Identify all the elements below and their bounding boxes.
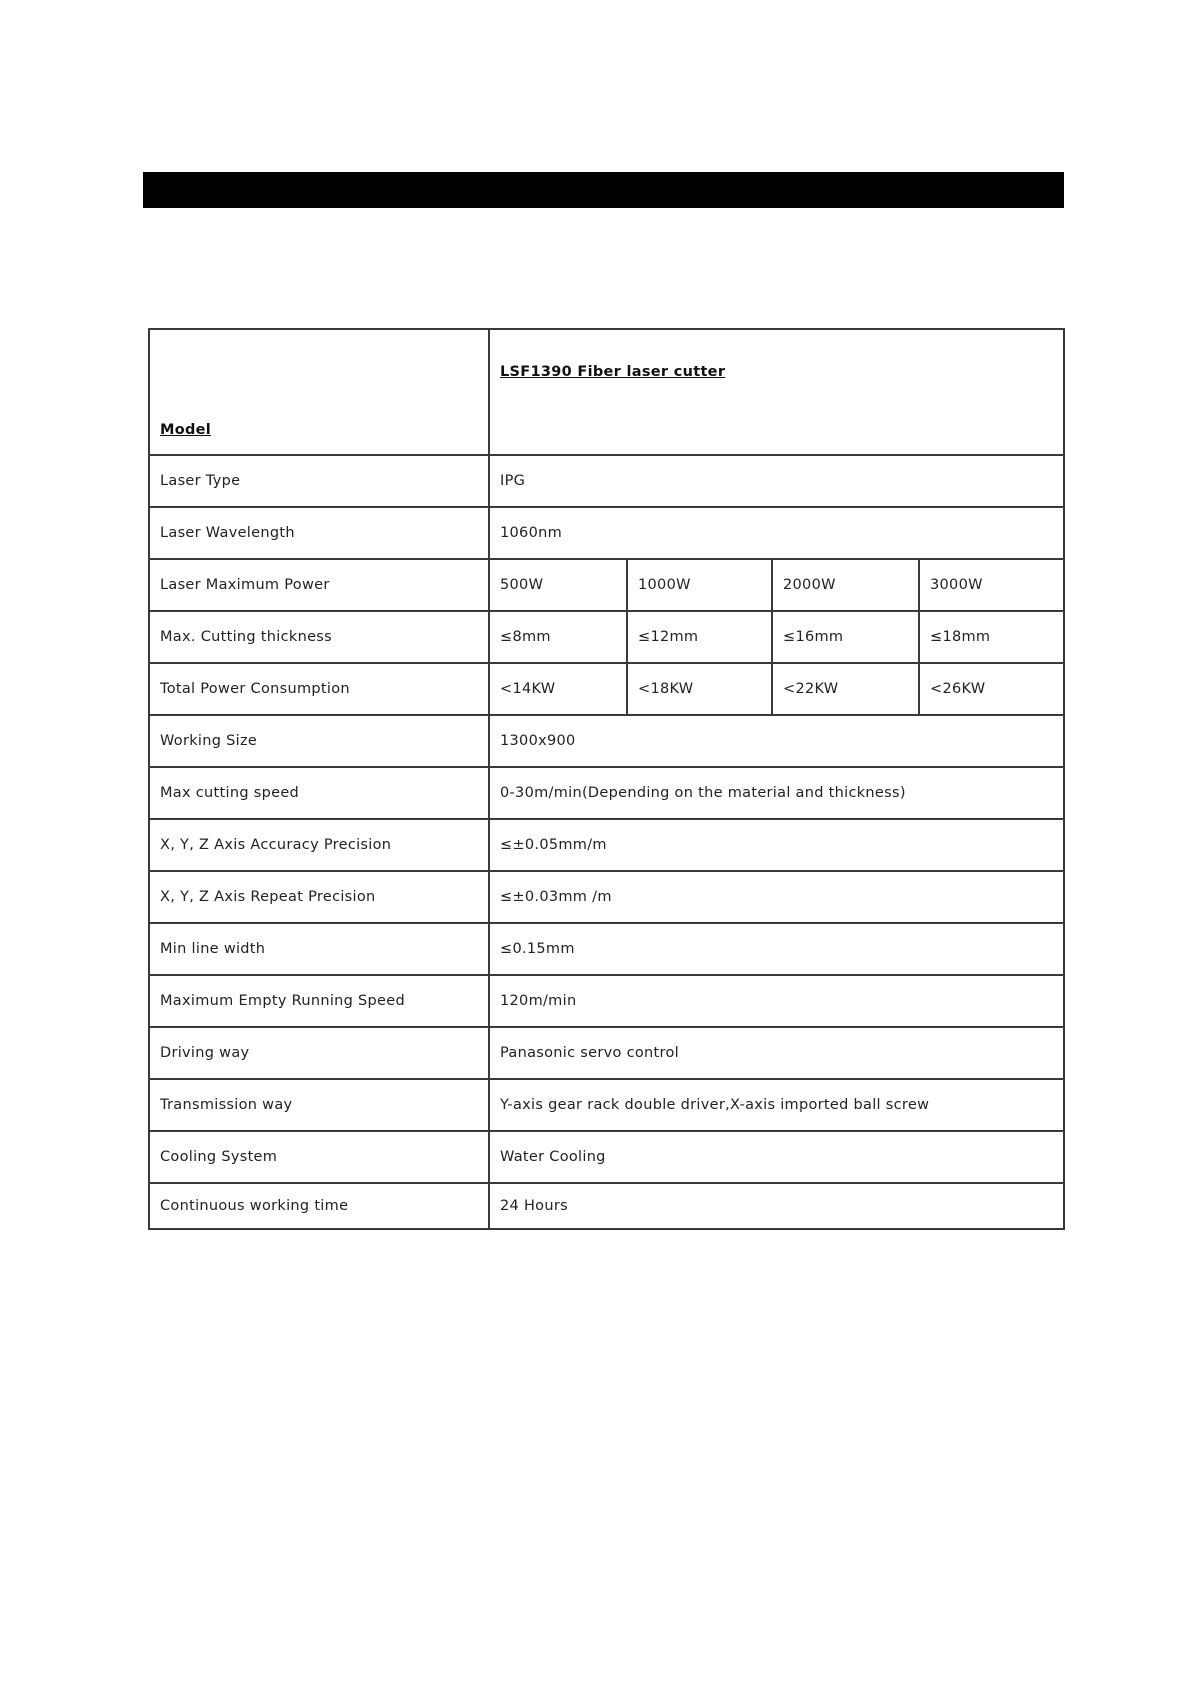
table-row-power: [149, 559, 1064, 611]
power-value: 1000W: [627, 559, 772, 611]
row-value: IPG: [489, 455, 1064, 507]
model-value-cell: [489, 329, 1064, 455]
table-row: [149, 1079, 1064, 1131]
row-label: Continuous working time: [149, 1183, 489, 1229]
model-label: Model: [160, 422, 212, 438]
consumption-value: <14KW: [489, 663, 627, 715]
thickness-value: ≤16mm: [772, 611, 919, 663]
row-label: Min line width: [149, 923, 489, 975]
consumption-value: <26KW: [919, 663, 1064, 715]
power-value: 2000W: [772, 559, 919, 611]
row-label: Laser Type: [149, 455, 489, 507]
row-label: Transmission way: [149, 1079, 489, 1131]
row-label: X, Y, Z Axis Accuracy Precision: [149, 819, 489, 871]
row-value: 1300x900: [489, 715, 1064, 767]
thickness-value: ≤12mm: [627, 611, 772, 663]
row-value: 24 Hours: [489, 1183, 1064, 1229]
table-row: [149, 455, 1064, 507]
table-row: [149, 767, 1064, 819]
table-row: [149, 975, 1064, 1027]
consumption-value: <22KW: [772, 663, 919, 715]
row-value: 0-30m/min(Depending on the material and thickness): [489, 767, 1064, 819]
row-label: X, Y, Z Axis Repeat Precision: [149, 871, 489, 923]
row-value: Panasonic servo control: [489, 1027, 1064, 1079]
row-value: 120m/min: [489, 975, 1064, 1027]
thickness-value: ≤18mm: [919, 611, 1064, 663]
power-value: 3000W: [919, 559, 1064, 611]
table-row-thickness: [149, 611, 1064, 663]
row-label: Cooling System: [149, 1131, 489, 1183]
table-row: [149, 871, 1064, 923]
consumption-value: <18KW: [627, 663, 772, 715]
header-bar: [143, 172, 1064, 208]
row-label: Laser Wavelength: [149, 507, 489, 559]
table-row: [149, 1131, 1064, 1183]
spec-table: [148, 328, 1065, 1230]
row-label: Maximum Empty Running Speed: [149, 975, 489, 1027]
table-row: [149, 1027, 1064, 1079]
row-label: Driving way: [149, 1027, 489, 1079]
row-label: Working Size: [149, 715, 489, 767]
table-row: [149, 1183, 1064, 1229]
row-value: ≤±0.03mm /m: [489, 871, 1064, 923]
row-value: 1060nm: [489, 507, 1064, 559]
model-label-cell: [149, 329, 489, 455]
power-value: 500W: [489, 559, 627, 611]
table-row: [149, 507, 1064, 559]
row-value: ≤0.15mm: [489, 923, 1064, 975]
model-value: LSF1390 Fiber laser cutter: [500, 364, 726, 380]
table-row: [149, 923, 1064, 975]
thickness-value: ≤8mm: [489, 611, 627, 663]
row-label: Total Power Consumption: [149, 663, 489, 715]
row-label: Max. Cutting thickness: [149, 611, 489, 663]
table-row-model: [149, 329, 1064, 455]
table-row: [149, 715, 1064, 767]
row-value: Y-axis gear rack double driver,X-axis imported ball screw: [489, 1079, 1064, 1131]
row-label: Max cutting speed: [149, 767, 489, 819]
row-value: Water Cooling: [489, 1131, 1064, 1183]
table-row-consumption: [149, 663, 1064, 715]
row-label: Laser Maximum Power: [149, 559, 489, 611]
row-value: ≤±0.05mm/m: [489, 819, 1064, 871]
table-row: [149, 819, 1064, 871]
